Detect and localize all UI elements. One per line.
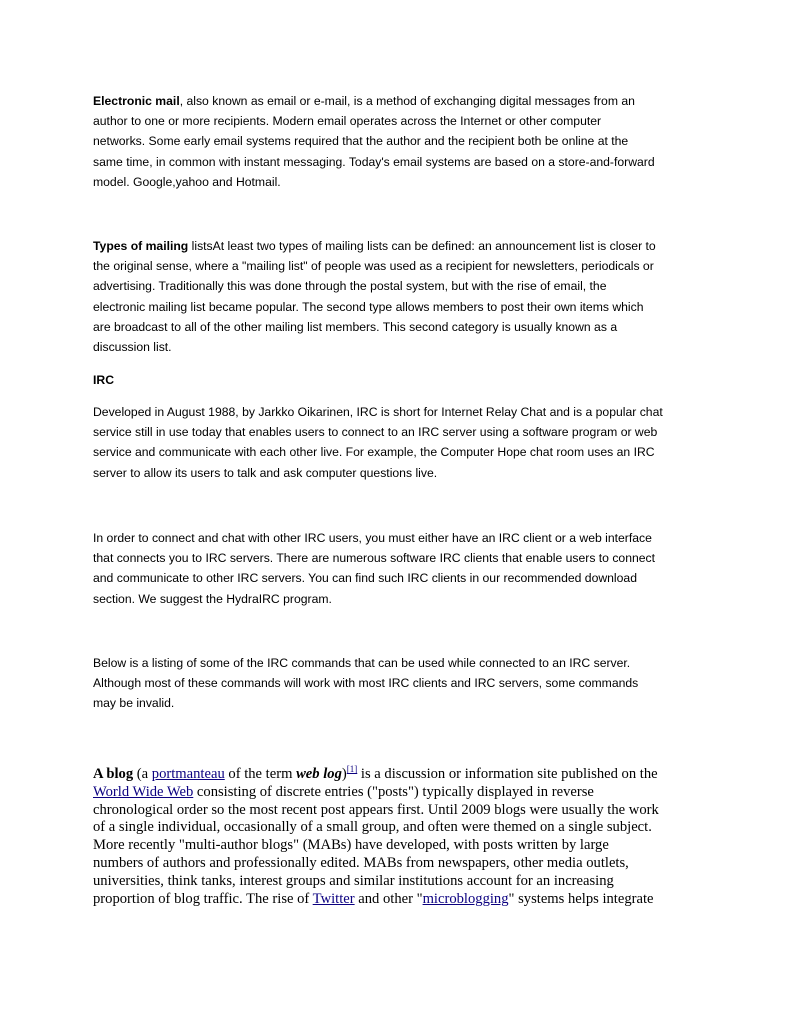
irc-line: section. We suggest the HydraIRC program. bbox=[93, 591, 332, 606]
mailing-line: electronic mailing list became popular. The second type allows members to post their own items which bbox=[93, 299, 644, 314]
irc-line: may be invalid. bbox=[93, 696, 175, 711]
irc-line: Developed in August 1988, by Jarkko Oikarinen, IRC is short for Internet Relay Chat and is a popular chat bbox=[93, 405, 663, 419]
email-paragraph bbox=[93, 91, 703, 192]
email-line: model. Google,yahoo and Hotmail. bbox=[93, 174, 281, 189]
mailing-line: are broadcast to all of the other mailing list members. This second category is usually known as a bbox=[93, 319, 618, 334]
email-line: networks. Some early email systems required that the author and the recipient both be online at the bbox=[93, 134, 629, 149]
weblog-term: web log bbox=[296, 766, 342, 782]
blog-paragraph bbox=[93, 766, 703, 908]
irc-line: Below is a listing of some of the IRC commands that can be used while connected to an IRC server. bbox=[93, 656, 631, 670]
blog-term: A blog bbox=[93, 766, 134, 782]
irc-line: and communicate to other IRC servers. You can find such IRC clients in our recommended download bbox=[93, 571, 637, 586]
twitter-link[interactable]: Twitter bbox=[312, 890, 355, 907]
irc-line: service and communicate with each other live. For example, the Computer Hope chat room uses an IRC bbox=[93, 445, 655, 460]
mailing-term: Types of mailing bbox=[93, 239, 189, 253]
irc-paragraph-2 bbox=[93, 528, 703, 609]
blog-line: chronological order so the most recent post appears first. Until 2009 blogs were usually the work bbox=[93, 801, 659, 818]
mailing-line: Types of mailing listsAt least two types of mailing lists can be defined: an announcement list is closer to bbox=[93, 239, 656, 253]
blog-line: A blog (a portmanteau of the term web log)[1] is a discussion or information site published on the bbox=[93, 764, 658, 782]
irc-line: Although most of these commands will work with most IRC clients and IRC servers, some commands bbox=[93, 676, 639, 691]
irc-paragraph-3 bbox=[93, 653, 703, 714]
irc-line: that connects you to IRC servers. There are numerous software IRC clients that enable users to connect bbox=[93, 551, 656, 566]
mailing-line: advertising. Traditionally this was done through the postal system, but with the rise of email, the bbox=[93, 279, 607, 294]
mailing-line: discussion list. bbox=[93, 340, 172, 355]
portmanteau-link[interactable]: portmanteau bbox=[151, 766, 225, 782]
world-wide-web-link[interactable]: World Wide Web bbox=[93, 783, 194, 800]
email-line: same time, in common with instant messaging. Today's email systems are based on a store-and-forward bbox=[93, 154, 655, 169]
irc-heading: IRC bbox=[93, 373, 114, 387]
mailing-list-paragraph bbox=[93, 236, 703, 357]
microblogging-link[interactable]: microblogging bbox=[422, 890, 509, 907]
email-term: Electronic mail bbox=[93, 94, 180, 108]
blog-line: universities, think tanks, interest groups and similar institutions account for an increasing bbox=[93, 872, 614, 889]
blog-line: More recently "multi-author blogs" (MABs) have developed, with posts written by large bbox=[93, 837, 609, 854]
email-line: Electronic mail, also known as email or e-mail, is a method of exchanging digital messages from an bbox=[93, 94, 635, 108]
blog-line: numbers of authors and professionally edited. MABs from newspapers, other media outlets, bbox=[93, 854, 629, 871]
irc-paragraph-1 bbox=[93, 402, 703, 483]
blog-line: proportion of blog traffic. The rise of Twitter and other "microblogging" systems helps integrate bbox=[93, 890, 654, 907]
mailing-line: the original sense, where a "mailing list" of people was used as a recipient for newsletters, periodicals or bbox=[93, 259, 654, 274]
blog-line: World Wide Web consisting of discrete entries ("posts") typically displayed in reverse bbox=[93, 783, 594, 800]
irc-line: service still in use today that enables users to connect to an IRC server using a software program or web bbox=[93, 425, 658, 440]
blog-line: of a single individual, occasionally of a small group, and often were themed on a single subject. bbox=[93, 819, 652, 836]
reference-1-link[interactable]: [1] bbox=[346, 764, 358, 775]
irc-line: server to allow its users to talk and ask computer questions live. bbox=[93, 465, 438, 480]
irc-line: In order to connect and chat with other IRC users, you must either have an IRC client or a web interface bbox=[93, 531, 652, 545]
email-line: author to one or more recipients. Modern email operates across the Internet or other computer bbox=[93, 114, 602, 129]
